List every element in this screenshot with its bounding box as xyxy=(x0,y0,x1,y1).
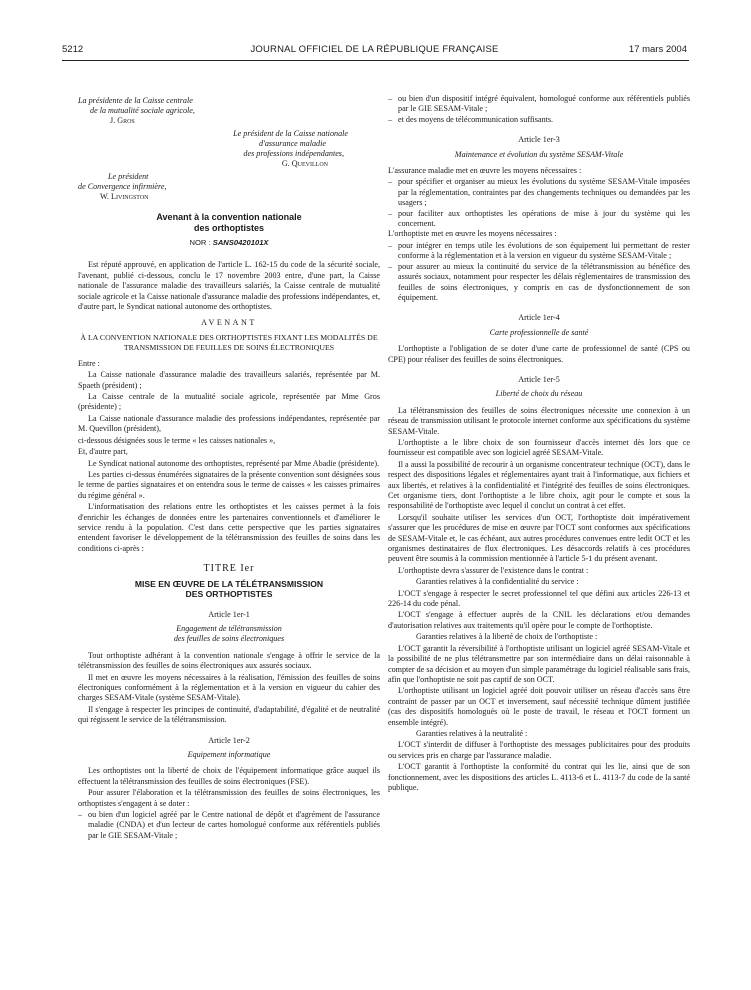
signature-title-line: d'assurance maladie xyxy=(259,139,326,148)
article-paragraph: L'orthoptiste a l'obligation de se doter d'une carte de professionnel de santé (CPS ou CPE) pour réaliser des feuilles de soins électroniques. xyxy=(388,344,690,364)
list-item: – et des moyens de télécommunication suffisants. xyxy=(388,115,690,125)
signature-title-line: de la mutualité sociale agricole, xyxy=(90,106,195,115)
party-paragraph: Le Syndicat national autonome des orthoptistes, représenté par Mme Abadie (présidente). xyxy=(88,458,380,468)
article-paragraph: L'OCT s'engage à respecter le secret professionnel tel que défini aux articles 226-13 et 226-14 du code pénal. xyxy=(388,588,690,609)
titre-heading-line: MISE EN ŒUVRE DE LA TÉLÉTRANSMISSION xyxy=(134,578,324,589)
article-subtitle xyxy=(78,624,380,645)
intro-paragraph: Est réputé approuvé, en application de l'article L. 162-15 du code de la sécurité sociale, l'avenant, publié ci-dessous, conclu le 17 novembre 2003 entre, d'une part, la Caisse nationale de l'assurance maladie des travailleurs salariés, la Caisse centrale de mutualité sociale agricole et la Caisse nationale d'assurance maladie des professions indépendantes, et, d'autre part, le Syndicat national autonome des orthoptistes. xyxy=(78,260,380,312)
heading-line: Avenant à la convention nationale xyxy=(156,212,302,222)
page-number: 5212 xyxy=(62,44,84,55)
article-paragraph: L'orthoptiste a le libre choix de son fournisseur d'accès internet dès lors que ce fournisseur est compatible avec son logiciel agréé SESAM-Vitale. xyxy=(388,437,690,458)
signature-title-line: des professions indépendantes, xyxy=(243,149,344,158)
titre-label: TITRE Ier xyxy=(203,563,255,575)
signature-block-2 xyxy=(78,129,380,169)
informatisation-paragraph: L'informatisation des relations entre les orthoptistes et les caisses permet à la fois d'enrichir les échanges de données entre les partenaires conventionnels et d'améliorer le service rendu à la population. C'est dans cette perspective que les parties signataires entendent favoriser le développement de la télétransmission des feuilles de soins dans les conditions ci-après : xyxy=(78,502,380,553)
signature-block-1 xyxy=(78,96,380,126)
article-paragraph: L'orthoptiste met en œuvre les moyens nécessaires : xyxy=(388,229,557,239)
article-paragraph: L'orthoptiste utilisant un logiciel agréé doit pouvoir utiliser un réseau d'accès sans être contraint de passer par un OCT et inversement, sauf nécessité technique dûment justifiée (cas des dispositifs homologués où le poste de travail, le réseau et l'OCT forment un ensemble intégré). xyxy=(388,686,690,727)
article-subtitle-line: des feuilles de soins électroniques xyxy=(173,634,285,644)
article-paragraph: L'OCT s'engage à effectuer auprès de la CNIL les déclarations et/ou demandes d'autorisation relatives aux traitements qu'il opère pour le compte de l'orthoptiste. xyxy=(388,610,690,630)
signature-title-line: Le président xyxy=(108,172,149,181)
left-column xyxy=(78,96,380,841)
article-subtitle: Maintenance et évolution du système SESAM-Vitale xyxy=(454,149,624,159)
guarantee-heading: Garanties relatives à la neutralité : xyxy=(416,728,528,738)
issue-date: 17 mars 2004 xyxy=(628,44,687,55)
article-paragraph: Lorsqu'il souhaite utiliser les services d'un OCT, l'orthoptiste doit impérativement s'assurer que les procédures de mise en œuvre par l'OCT sont conformes aux spécifications de SESAM-Vitale et, le cas échéant, aux autres procédures convenues entre ledit OCT et les organismes destinataires de flux électroniques. Les désaccords relatifs à ces procédures peuvent être soumis à la commission mentionnée à l'article 5-1 du présent avenant. xyxy=(388,512,690,564)
dash-list xyxy=(388,177,690,229)
document-heading xyxy=(78,212,380,234)
list-item: – ou bien d'un logiciel agréé par le Centre national de dépôt et d'agrément de l'assurance maladie (CNDA) et d'un lecteur de cartes homologué conforme aux référentiels publiés par le GIE SESAM-Vitale ; xyxy=(78,810,380,841)
titre-heading xyxy=(78,579,380,600)
list-item: – pour faciliter aux orthoptistes les opérations de mise à jour du système qui les concernent. xyxy=(388,209,690,230)
signature-title-line: de Convergence infirmière, xyxy=(78,182,167,191)
article-title: Article 1er-2 xyxy=(208,735,250,745)
avenant-title: AVENANT xyxy=(201,318,257,328)
guarantee-heading: Garanties relatives à la confidentialité du service : xyxy=(416,577,579,587)
article-paragraph: Il met en œuvre les moyens nécessaires à la réalisation, l'émission des feuilles de soins électroniques conformément à la réglementation et à la version en vigueur du cahier des charges SESAM-Vitale (système SESAM-Vitale). xyxy=(78,672,380,703)
dash-list xyxy=(78,810,380,841)
list-item: – ou bien d'un dispositif intégré équivalent, homologué conforme aux référentiels publiés par le GIE SESAM-Vitale ; xyxy=(388,94,690,115)
journal-title: JOURNAL OFFICIEL DE LA RÉPUBLIQUE FRANÇAISE xyxy=(250,44,499,55)
nor-reference xyxy=(78,238,380,248)
article-subtitle: Carte professionnelle de santé xyxy=(489,327,589,337)
article-paragraph: L'OCT s'interdit de diffuser à l'orthoptiste des messages publicitaires pour des produits ou services pris en charge par l'assurance maladie. xyxy=(388,740,690,760)
signature-title-line: Le président de la Caisse nationale xyxy=(233,129,348,138)
header-rule xyxy=(62,60,689,61)
signature-block-3 xyxy=(78,172,380,202)
dash-list xyxy=(388,94,690,125)
article-paragraph: L'OCT garantit à l'orthoptiste la conformité du contrat qui les lie, ainsi que de son fonctionnement, avec les dispositions des articles L. 4113-6 et L. 4113-7 du code de la santé publique. xyxy=(388,762,690,792)
dash-list xyxy=(388,241,690,303)
article-paragraph: L'orthoptiste devra s'assurer de l'existence dans le contrat : xyxy=(398,565,589,575)
party-note: ci-dessous désignées sous le terme « les caisses nationales », xyxy=(78,435,276,445)
article-paragraph: L'assurance maladie met en œuvre les moyens nécessaires : xyxy=(388,166,582,176)
et-dautre-part: Et, d'autre part, xyxy=(78,447,128,457)
article-paragraph: Il a aussi la possibilité de recourir à un organisme concentrateur technique (OCT), dans le respect des dispositions légales et réglementaires ayant trait à l'informatique, aux fichiers et aux libertés, et relatives à la confidentialité et l'intégrité des feuilles de soins électroniques. Cet organisme tiers, dont l'orthoptiste a le libre choix, agit pour le compte et sous la responsabilité de l'orthoptiste avec lequel il conclut un contrat à cet effet. xyxy=(388,459,690,511)
heading-line: des orthoptistes xyxy=(193,223,264,233)
article-title: Article 1er-1 xyxy=(208,609,250,619)
titre-heading-line: DES ORTHOPTISTES xyxy=(185,589,273,600)
signature-name: W. Livingston xyxy=(100,192,149,201)
list-item: – pour intégrer en temps utile les évolutions de son équipement lui permettant de rester conforme à la réglementation et à la version en vigueur du système SESAM-Vitale ; xyxy=(388,241,690,262)
party-paragraph: La Caisse nationale d'assurance maladie des professions indépendantes, représentée par M. Quevillon (président), xyxy=(78,413,380,434)
party-paragraph: La Caisse centrale de la mutualité sociale agricole, représentée par Mme Gros (présidente) ; xyxy=(78,392,380,412)
signature-name: J. Gros xyxy=(110,116,135,125)
article-title: Article 1er-4 xyxy=(518,313,560,323)
article-title: Article 1er-5 xyxy=(518,374,560,384)
party-paragraph: La Caisse nationale d'assurance maladie des travailleurs salariés, représentée par M. Spaeth (président) ; xyxy=(78,370,380,390)
parties-paragraph: Les parties ci-dessus énumérées signataires de la présente convention sont désignées sous le terme de parties signataires et on entendra sous le terme de caisses « les caisses primaires du régime général ». xyxy=(78,469,380,500)
article-paragraph: La télétransmission des feuilles de soins électroniques nécessite une connexion à un réseau de transmission utilisant le protocole internet conforme aux spécifications du système SESAM-Vitale. xyxy=(388,405,690,436)
nor-code: SANS0420101X xyxy=(212,238,269,247)
signature-title-line: La présidente de la Caisse centrale xyxy=(78,96,193,105)
right-column xyxy=(388,94,690,794)
article-paragraph: Il s'engage à respecter les principes de continuité, d'adaptabilité, d'égalité et de neutralité qui régissent le service de la télétransmission. xyxy=(78,704,380,725)
article-title: Article 1er-3 xyxy=(518,135,560,145)
article-paragraph: Tout orthoptiste adhérant à la convention nationale s'engage à offrir le service de la télétransmission des feuilles de soins électroniques aux assurés sociaux. xyxy=(78,650,380,671)
signature-name: G. Quevillon xyxy=(281,159,328,168)
entre-label: Entre : xyxy=(78,358,100,368)
avenant-subtitle: À LA CONVENTION NATIONALE DES ORTHOPTISTES FIXANT LES MODALITÉS DE TRANSMISSION DE FEUILLES DE SOINS ÉLECTRONIQUES xyxy=(80,332,378,352)
article-paragraph: L'OCT garantit la réversibilité à l'orthoptiste utilisant un logiciel agréé SESAM-Vitale et la possibilité de ne plus télétransmettre par son intermédiaire dans un délai raisonnable à compter de sa décision et au moyen d'un simple paramétrage du logiciel réalisable sans frais, afin que l'orthoptiste ne soit pas captif de son OCT. xyxy=(388,643,690,684)
article-subtitle: Equipement informatique xyxy=(187,750,271,760)
guarantee-heading: Garanties relatives à la liberté de choix de l'orthoptiste : xyxy=(416,632,598,642)
article-paragraph: Les orthoptistes ont la liberté de choix de l'équipement informatique grâce auquel ils effectuent la télétransmission des feuilles de soins électroniques (FSE). xyxy=(78,766,380,786)
article-paragraph: Pour assurer l'élaboration et la télétransmission des feuilles de soins électroniques, les orthoptistes s'engagent à se doter : xyxy=(78,788,380,808)
nor-label: NOR : xyxy=(189,238,211,247)
article-subtitle: Liberté de choix du réseau xyxy=(495,389,583,399)
list-item: – pour assurer au mieux la continuité du service de la télétransmission au bénéfice des assurés sociaux, notamment pour respecter les délais réglementaires de transmission des feuilles de soins électroniques, y compris en cas de dysfonctionnement de son équipement. xyxy=(388,262,690,304)
article-subtitle-line: Engagement de télétransmission xyxy=(176,623,282,633)
list-item: – pour spécifier et organiser au mieux les évolutions du système SESAM-Vitale imposées par la réglementation, contraintes par des changements techniques ou demandées par les usagers ; xyxy=(388,177,690,208)
